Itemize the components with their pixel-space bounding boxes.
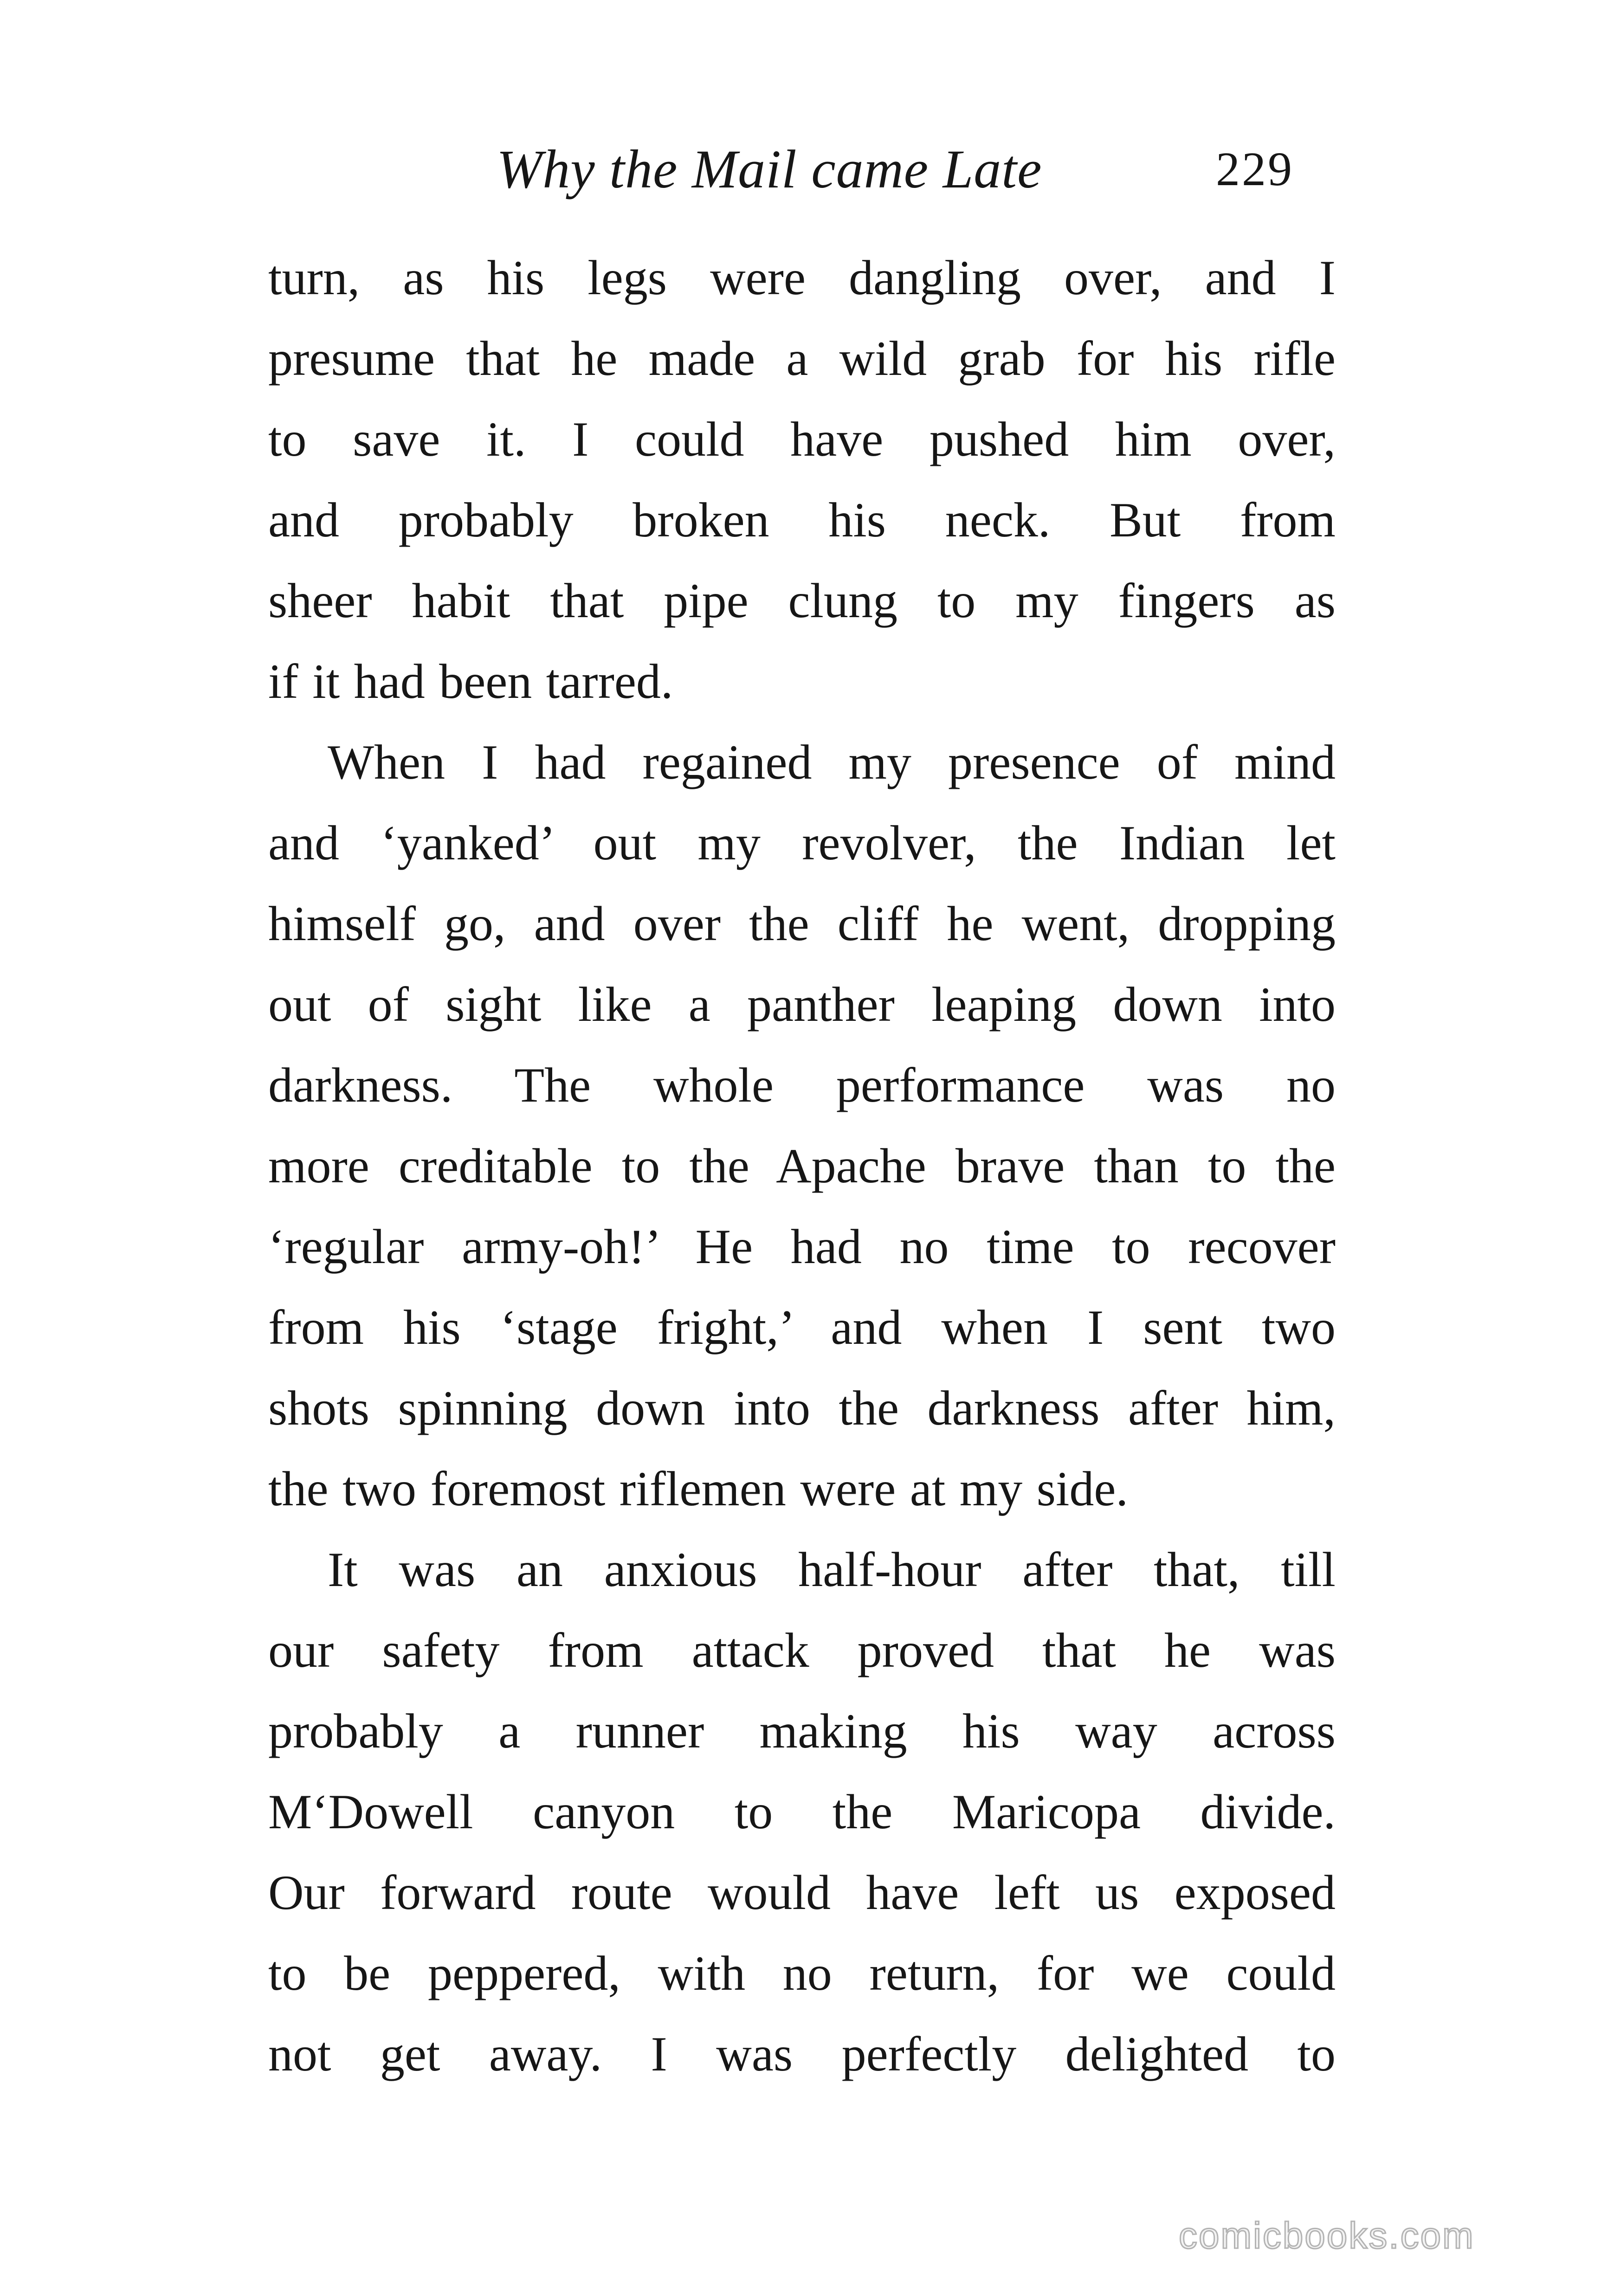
text-line: It was an anxious half-hour after that, till: [328, 1542, 1336, 1597]
text-line: shots spinning down into the darkness after him,: [268, 1381, 1336, 1435]
text-line: the two foremost riflemen were at my side.: [268, 1462, 1128, 1516]
watermark: comicbooks.com: [1179, 2215, 1475, 2256]
text-line: if it had been tarred.: [268, 654, 673, 709]
paragraph: [268, 722, 1336, 1529]
text-line: M‘Dowell canyon to the Maricopa divide.: [268, 1785, 1336, 1839]
page-number: 229: [1216, 142, 1294, 196]
text-line: ‘regular army-oh!’ He had no time to recover: [268, 1219, 1336, 1274]
text-line: probably a runner making his way across: [268, 1704, 1336, 1758]
text-line: out of sight like a panther leaping down into: [268, 977, 1336, 1032]
text-line: presume that he made a wild grab for his rifle: [268, 331, 1336, 386]
text-line: himself go, and over the cliff he went, dropping: [268, 896, 1336, 951]
text-line: to save it. I could have pushed him over,: [268, 412, 1336, 466]
text-line: Our forward route would have left us exposed: [268, 1865, 1336, 1920]
text-line: turn, as his legs were dangling over, and I: [268, 251, 1336, 305]
text-line: our safety from attack proved that he was: [268, 1623, 1336, 1677]
text-line: and ‘yanked’ out my revolver, the Indian let: [268, 816, 1336, 870]
text-line: sheer habit that pipe clung to my fingers as: [268, 574, 1336, 628]
body-text: [268, 238, 1336, 2095]
running-head: [0, 135, 1601, 209]
paragraph: [268, 1529, 1336, 2095]
running-title: Why the Mail came Late: [497, 139, 1042, 200]
text-line: from his ‘stage fright,’ and when I sent two: [268, 1300, 1336, 1354]
text-line: When I had regained my presence of mind: [328, 735, 1336, 789]
text-line: to be peppered, with no return, for we could: [268, 1946, 1336, 2000]
text-line: not get away. I was perfectly delighted to: [268, 2027, 1336, 2081]
text-line: darkness. The whole performance was no: [268, 1058, 1336, 1112]
text-line: more creditable to the Apache brave than to the: [268, 1139, 1336, 1193]
paragraph: [268, 238, 1336, 722]
text-line: and probably broken his neck. But from: [268, 493, 1336, 547]
